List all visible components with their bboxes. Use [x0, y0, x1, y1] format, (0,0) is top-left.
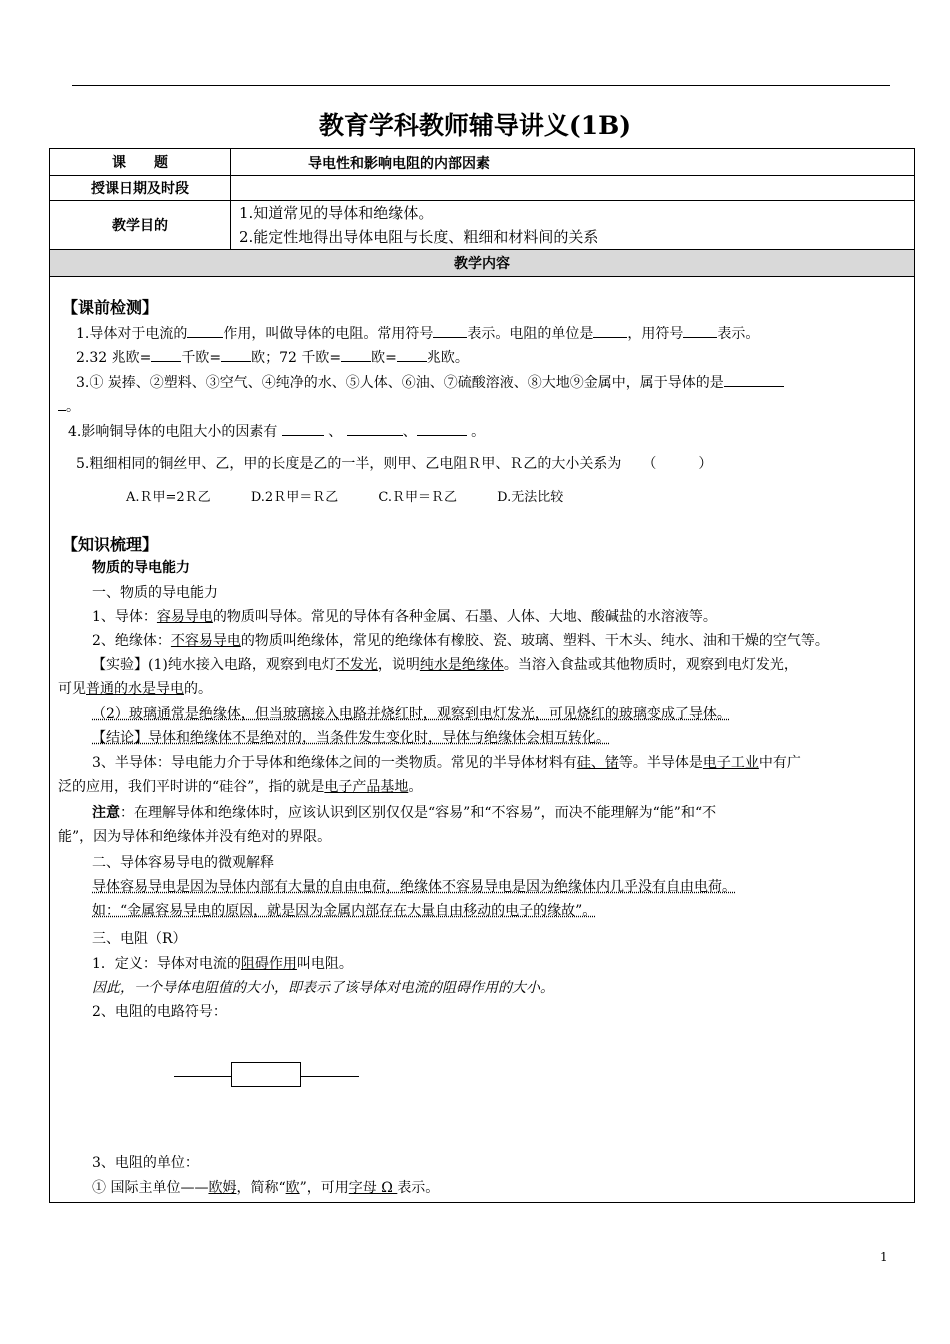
content-header: 教学内容 [50, 250, 914, 277]
pretest-q3-end [58, 396, 80, 417]
q4-blank[interactable] [417, 421, 467, 436]
micro-explanation: 导体容易导电是因为导体内部有大量的自由电荷，绝缘体不容易导电是因为绝缘体内几乎没有自由电荷。 [92, 879, 736, 895]
lesson-table [49, 148, 915, 1203]
semi-part: 等。半导体是 [618, 755, 703, 771]
conductor-key: 容易导电 [156, 609, 213, 625]
q1-part: ，用符号 [627, 326, 684, 342]
q1-part: 表示。电阻的单位是 [467, 326, 594, 342]
semi2-key: 电子产品基地 [324, 779, 409, 795]
q1-blank[interactable] [433, 323, 467, 338]
exp1b-part: 可见 [58, 681, 86, 697]
q4-part: 4.影响铜导体的电阻大小的因素有 [68, 424, 278, 440]
insulator-part: 2、绝缘体： [92, 633, 171, 649]
goal-row [50, 201, 914, 250]
option-d[interactable]: D.无法比较 [497, 490, 564, 505]
def-key: 阻碍作用 [240, 956, 297, 972]
date-value [231, 176, 914, 200]
conductor-line [92, 607, 717, 627]
note-cont: 能”，因为导体和绝缘体并没有绝对的界限。 [58, 829, 332, 845]
unit-part: 表示。 [397, 1180, 440, 1196]
q2-blank[interactable] [341, 347, 371, 362]
q2-blank[interactable] [397, 347, 427, 362]
goal-2: 2.能定性地得出导体电阻与长度、粗细和材料间的关系 [239, 228, 599, 246]
unit-part: ”，可用 [299, 1180, 349, 1196]
resistor-wire-right [301, 1076, 359, 1077]
goal-value [231, 201, 914, 249]
resistor-wire-left [174, 1076, 232, 1077]
pretest-q2 [76, 347, 469, 368]
q3-text: 3.① 炭捧、②塑料、③空气、④纯净的水、⑤人体、⑥油、⑦硫酸溶液、⑧大地⑨金属中，属于导体的是 [76, 375, 724, 391]
exp1-part: 【实验】(1)纯水接入电路，观察到电灯 [92, 657, 336, 673]
q3-blank-cont[interactable] [58, 396, 66, 411]
experiment-1 [92, 655, 798, 675]
q4-part: 、 [328, 424, 343, 440]
q2-blank[interactable] [151, 347, 181, 362]
note-label: 注意 [92, 805, 120, 821]
insulator-key: 不容易导电 [170, 633, 241, 649]
unit-line [92, 1178, 439, 1198]
semiconductor-cont [58, 777, 422, 797]
q2-part: 2.32 兆欧= [76, 350, 152, 366]
pretest-q1 [76, 323, 759, 344]
date-row [50, 176, 914, 201]
q1-blank[interactable] [593, 323, 627, 338]
note-line [92, 803, 716, 823]
semi-key: 硅、锗 [576, 755, 619, 771]
insulator-part: 的物质叫绝缘体，常见的绝缘体有橡胶、瓷、玻璃、塑料、干木头、纯水、油和干燥的空气等。 [240, 633, 829, 649]
exp1-key: 纯水是绝缘体 [419, 657, 504, 673]
q4-blank[interactable] [347, 421, 403, 436]
semi-part: 中有广 [758, 755, 801, 771]
option-c[interactable]: C.Ｒ甲＝Ｒ乙 [378, 490, 457, 505]
semiconductor-line [92, 753, 801, 773]
q1-part: 表示。 [717, 326, 760, 342]
q2-part: 千欧= [181, 350, 222, 366]
page-number: 1 [880, 1250, 888, 1264]
topic-text: 导电性和影响电阻的内部因素 [308, 156, 490, 172]
def-part: 叫电阻。 [296, 956, 353, 972]
q4-part: 。 [471, 424, 486, 440]
topic-row [50, 149, 914, 176]
exp1-part: 。当溶入食盐或其他物质时，观察到电灯发光， [503, 657, 798, 673]
exp1-part: ，说明 [377, 657, 420, 673]
micro-example: 如：“金属容易导电的原因，就是因为金属内部存在大量自由移动的电子的缘故”。 [92, 903, 597, 919]
q3-blank[interactable] [724, 372, 784, 387]
symbol-title: 2、电阻的电路符号： [92, 1004, 227, 1020]
def-part: 1．定义：导体对电流的 [92, 956, 241, 972]
conclusion: 【结论】导体和绝缘体不是绝对的，当条件发生变化时，导体与绝缘体会相互转化。 [92, 730, 610, 746]
definition-line [92, 954, 353, 974]
q4-part: 、 [402, 424, 417, 440]
pretest-q3 [76, 372, 784, 393]
exp1b-key: 普通的水是导电 [86, 681, 184, 697]
unit-part: ① 国际主单位—— [92, 1180, 209, 1196]
semi2-part: 泛的应用，我们平时讲的“硅谷”，指的就是 [58, 779, 325, 795]
q1-part: 1.导体对于电流的 [76, 326, 188, 342]
header-rule [72, 85, 890, 86]
insulator-line [92, 631, 829, 651]
q3-end-text: 。 [66, 399, 80, 415]
semi-key: 电子工业 [702, 755, 759, 771]
knowledge-heading: 【知识梳理】 [62, 535, 159, 554]
q2-part: 欧= [371, 350, 397, 366]
unit-key: 欧姆 [208, 1180, 237, 1196]
pretest-q4 [68, 421, 485, 442]
q2-part: 欧；72 千欧= [251, 350, 342, 366]
semi-part: 3、半导体：导电能力介于导体和绝缘体之间的一类物质。常见的半导体材料有 [92, 755, 577, 771]
semi2-part: 。 [408, 779, 423, 795]
pretest-q5-options [126, 488, 563, 508]
unit-key: 字母 Ω [348, 1180, 398, 1196]
section-2-title: 二、导体容易导电的微观解释 [92, 855, 274, 871]
q1-blank[interactable] [683, 323, 717, 338]
q2-blank[interactable] [221, 347, 251, 362]
knowledge-subheading: 物质的导电能力 [92, 560, 190, 576]
section-3-title: 三、电阻（R） [92, 931, 187, 947]
goal-1: 1.知道常见的导体和绝缘体。 [239, 204, 434, 222]
q1-blank[interactable] [187, 323, 223, 338]
unit-title: 3、电阻的单位： [92, 1155, 199, 1171]
unit-key: 欧 [285, 1180, 300, 1196]
topic-label: 课 题 [50, 149, 231, 175]
option-a[interactable]: A.Ｒ甲=2Ｒ乙 [126, 490, 211, 505]
date-label: 授课日期及时段 [50, 176, 231, 200]
pretest-q5: 5.粗细相同的铜丝甲、乙，甲的长度是乙的一半，则甲、乙电阻Ｒ甲、Ｒ乙的大小关系为 （ ） [76, 456, 713, 472]
topic-value [231, 149, 914, 175]
q2-part: 兆欧。 [426, 350, 469, 366]
option-b[interactable]: D.2Ｒ甲＝Ｒ乙 [250, 490, 339, 505]
definition-note: 因此，一个导体电阻值的大小，即表示了该导体对电流的阻碍作用的大小。 [92, 980, 554, 996]
document-title: 教育学科教师辅导讲义(1B) [318, 111, 632, 140]
experiment-2: （2）玻璃通常是绝缘体，但当玻璃接入电路并烧红时，观察到电灯发光，可见烧红的玻璃变成了导体。 [92, 706, 731, 722]
note-text: ：在理解导体和绝缘体时，应该认识到区别仅仅是“容易”和“不容易”，而决不能理解为“能”和“不 [120, 805, 717, 821]
pretest-heading: 【课前检测】 [62, 298, 159, 317]
goal-label: 教学目的 [50, 201, 231, 249]
section-1-title: 一、物质的导电能力 [92, 585, 218, 601]
conductor-part: 1、导体： [92, 609, 157, 625]
conductor-part: 的物质叫导体。常见的导体有各种金属、石墨、人体、大地、酸碱盐的水溶液等。 [212, 609, 717, 625]
unit-part: ，简称“ [236, 1180, 286, 1196]
exp1b-part: 的。 [184, 681, 212, 697]
q4-blank[interactable] [282, 421, 324, 436]
experiment-1-cont [58, 679, 212, 699]
q1-part: 作用，叫做导体的电阻。常用符号 [223, 326, 434, 342]
exp1-key: 不发光 [335, 657, 378, 673]
resistor-symbol [231, 1062, 301, 1087]
